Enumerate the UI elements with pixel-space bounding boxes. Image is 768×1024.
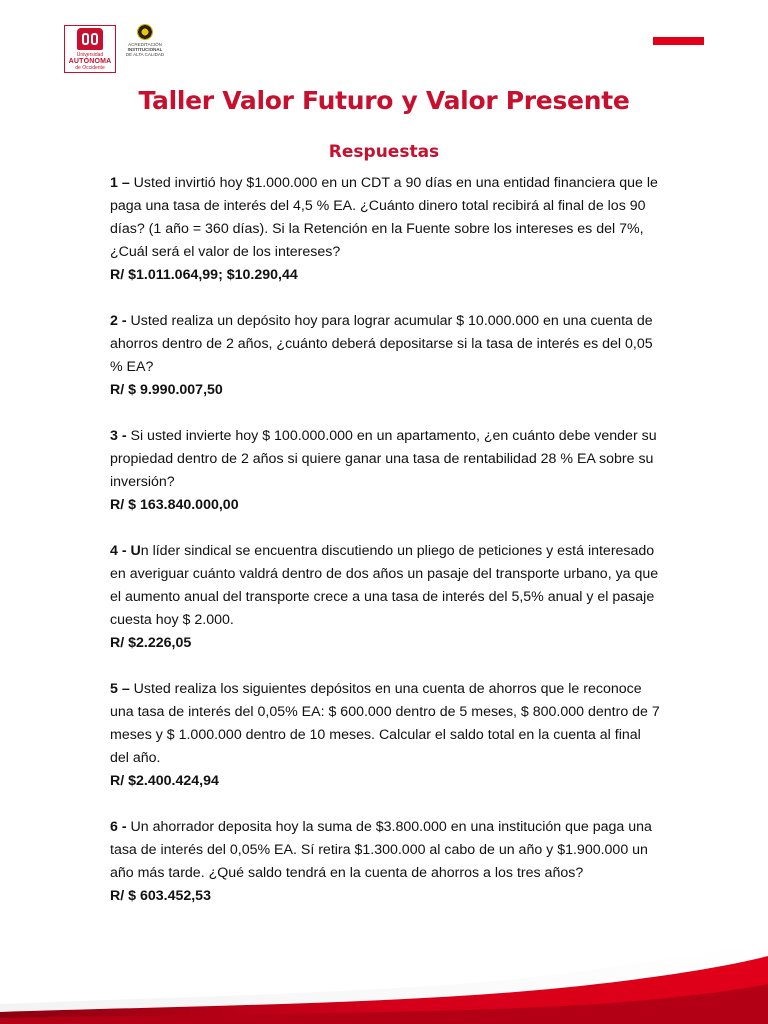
accreditation-logo: [124, 24, 166, 74]
footer-wave-decoration: [0, 934, 768, 1024]
question-body: Usted realiza un depósito hoy para lograr acumular $ 10.000.000 en una cuenta de ahorros dentro de 2 años, ¿cuánto deberá depositarse si la tasa de interés es del 0,05 % EA?: [110, 313, 653, 375]
question-number: 2 -: [110, 313, 127, 329]
question-answer: R/ $ 163.840.000,00: [110, 497, 239, 513]
question-1: [110, 172, 660, 287]
question-number: 6 -: [110, 819, 127, 835]
question-text: [110, 172, 660, 264]
question-body: Usted invirtió hoy $1.000.000 en un CDT a 90 días en una entidad financiera que le paga una tasa de interés del 4,5 % EA. ¿Cuánto dinero total recibirá al final de los 90 días? (1 año = 360 días). Si la Retención en la Fuente sobre los intereses es del 7%, ¿Cuál será el valor de los intereses?: [110, 175, 658, 260]
question-answer: R/ $2.226,05: [110, 635, 192, 651]
accreditation-line-1: ACREDITACIÓN: [128, 42, 162, 47]
page-title: Taller Valor Futuro y Valor Presente: [138, 86, 630, 115]
question-number: 4 - U: [110, 543, 141, 559]
header-accent-bar: [653, 37, 704, 45]
logo-line-3: de Occidente: [75, 65, 105, 71]
question-3: [110, 425, 660, 517]
question-text: [110, 425, 660, 494]
logo-line-2: AUTÓNOMA: [68, 58, 112, 65]
question-number: 1 –: [110, 175, 130, 191]
question-6: [110, 816, 660, 908]
question-number: 5 –: [110, 681, 130, 697]
question-answer: R/ $ 9.990.007,50: [110, 382, 223, 398]
questions-list: [110, 172, 660, 931]
question-answer: R/ $2.400.424,94: [110, 773, 219, 789]
question-text: [110, 310, 660, 379]
logo-line-1: Universidad: [76, 52, 104, 58]
question-body: Un ahorrador deposita hoy la suma de $3.800.000 en una institución que paga una tasa de interés del 0,05% EA. Sí retira $1.300.000 al cabo de un año y $1.900.000 un año más tarde. ¿Qué saldo tendrá en la cuenta de ahorros a los tres años?: [110, 819, 652, 881]
question-text: [110, 540, 660, 632]
question-body: Si usted invierte hoy $ 100.000.000 en un apartamento, ¿en cuánto debe vender su propiedad dentro de 2 años si quiere ganar una tasa de rentabilidad 28 % EA sobre su inversión?: [110, 428, 657, 490]
university-logo: [64, 25, 116, 73]
accreditation-line-3: DE ALTA CALIDAD: [125, 52, 165, 57]
question-4: [110, 540, 660, 655]
page-subtitle: Respuestas: [328, 142, 440, 162]
question-text: [110, 816, 660, 885]
question-body: Usted realiza los siguientes depósitos en una cuenta de ahorros que le reconoce una tasa de interés del 0,05% EA: $ 600.000 dentro de 5 meses, $ 800.000 dentro de 7 meses y $ 1.000.000 dentro de 10 meses. Calcular el saldo total en la cuenta al final del año.: [110, 681, 660, 766]
question-answer: R/ $1.011.064,99; $10.290,44: [110, 267, 298, 283]
accreditation-seal-icon: [137, 24, 153, 40]
question-text: [110, 678, 660, 770]
question-answer: R/ $ 603.452,53: [110, 888, 211, 904]
question-body: n líder sindical se encuentra discutiendo un pliego de peticiones y está interesado en averiguar cuánto valdrá dentro de dos años un pasaje del transporte urbano, ya que el aumento anual del transporte crece a una tasa de interés del 5,5% anual y el pasaje cuesta hoy $ 2.000.: [110, 543, 659, 628]
uao-emblem-icon: [77, 28, 103, 50]
question-5: [110, 678, 660, 793]
question-2: [110, 310, 660, 402]
question-number: 3 -: [110, 428, 127, 444]
accreditation-line-2: INSTITUCIONAL: [127, 47, 163, 52]
accreditation-text: [124, 42, 166, 57]
